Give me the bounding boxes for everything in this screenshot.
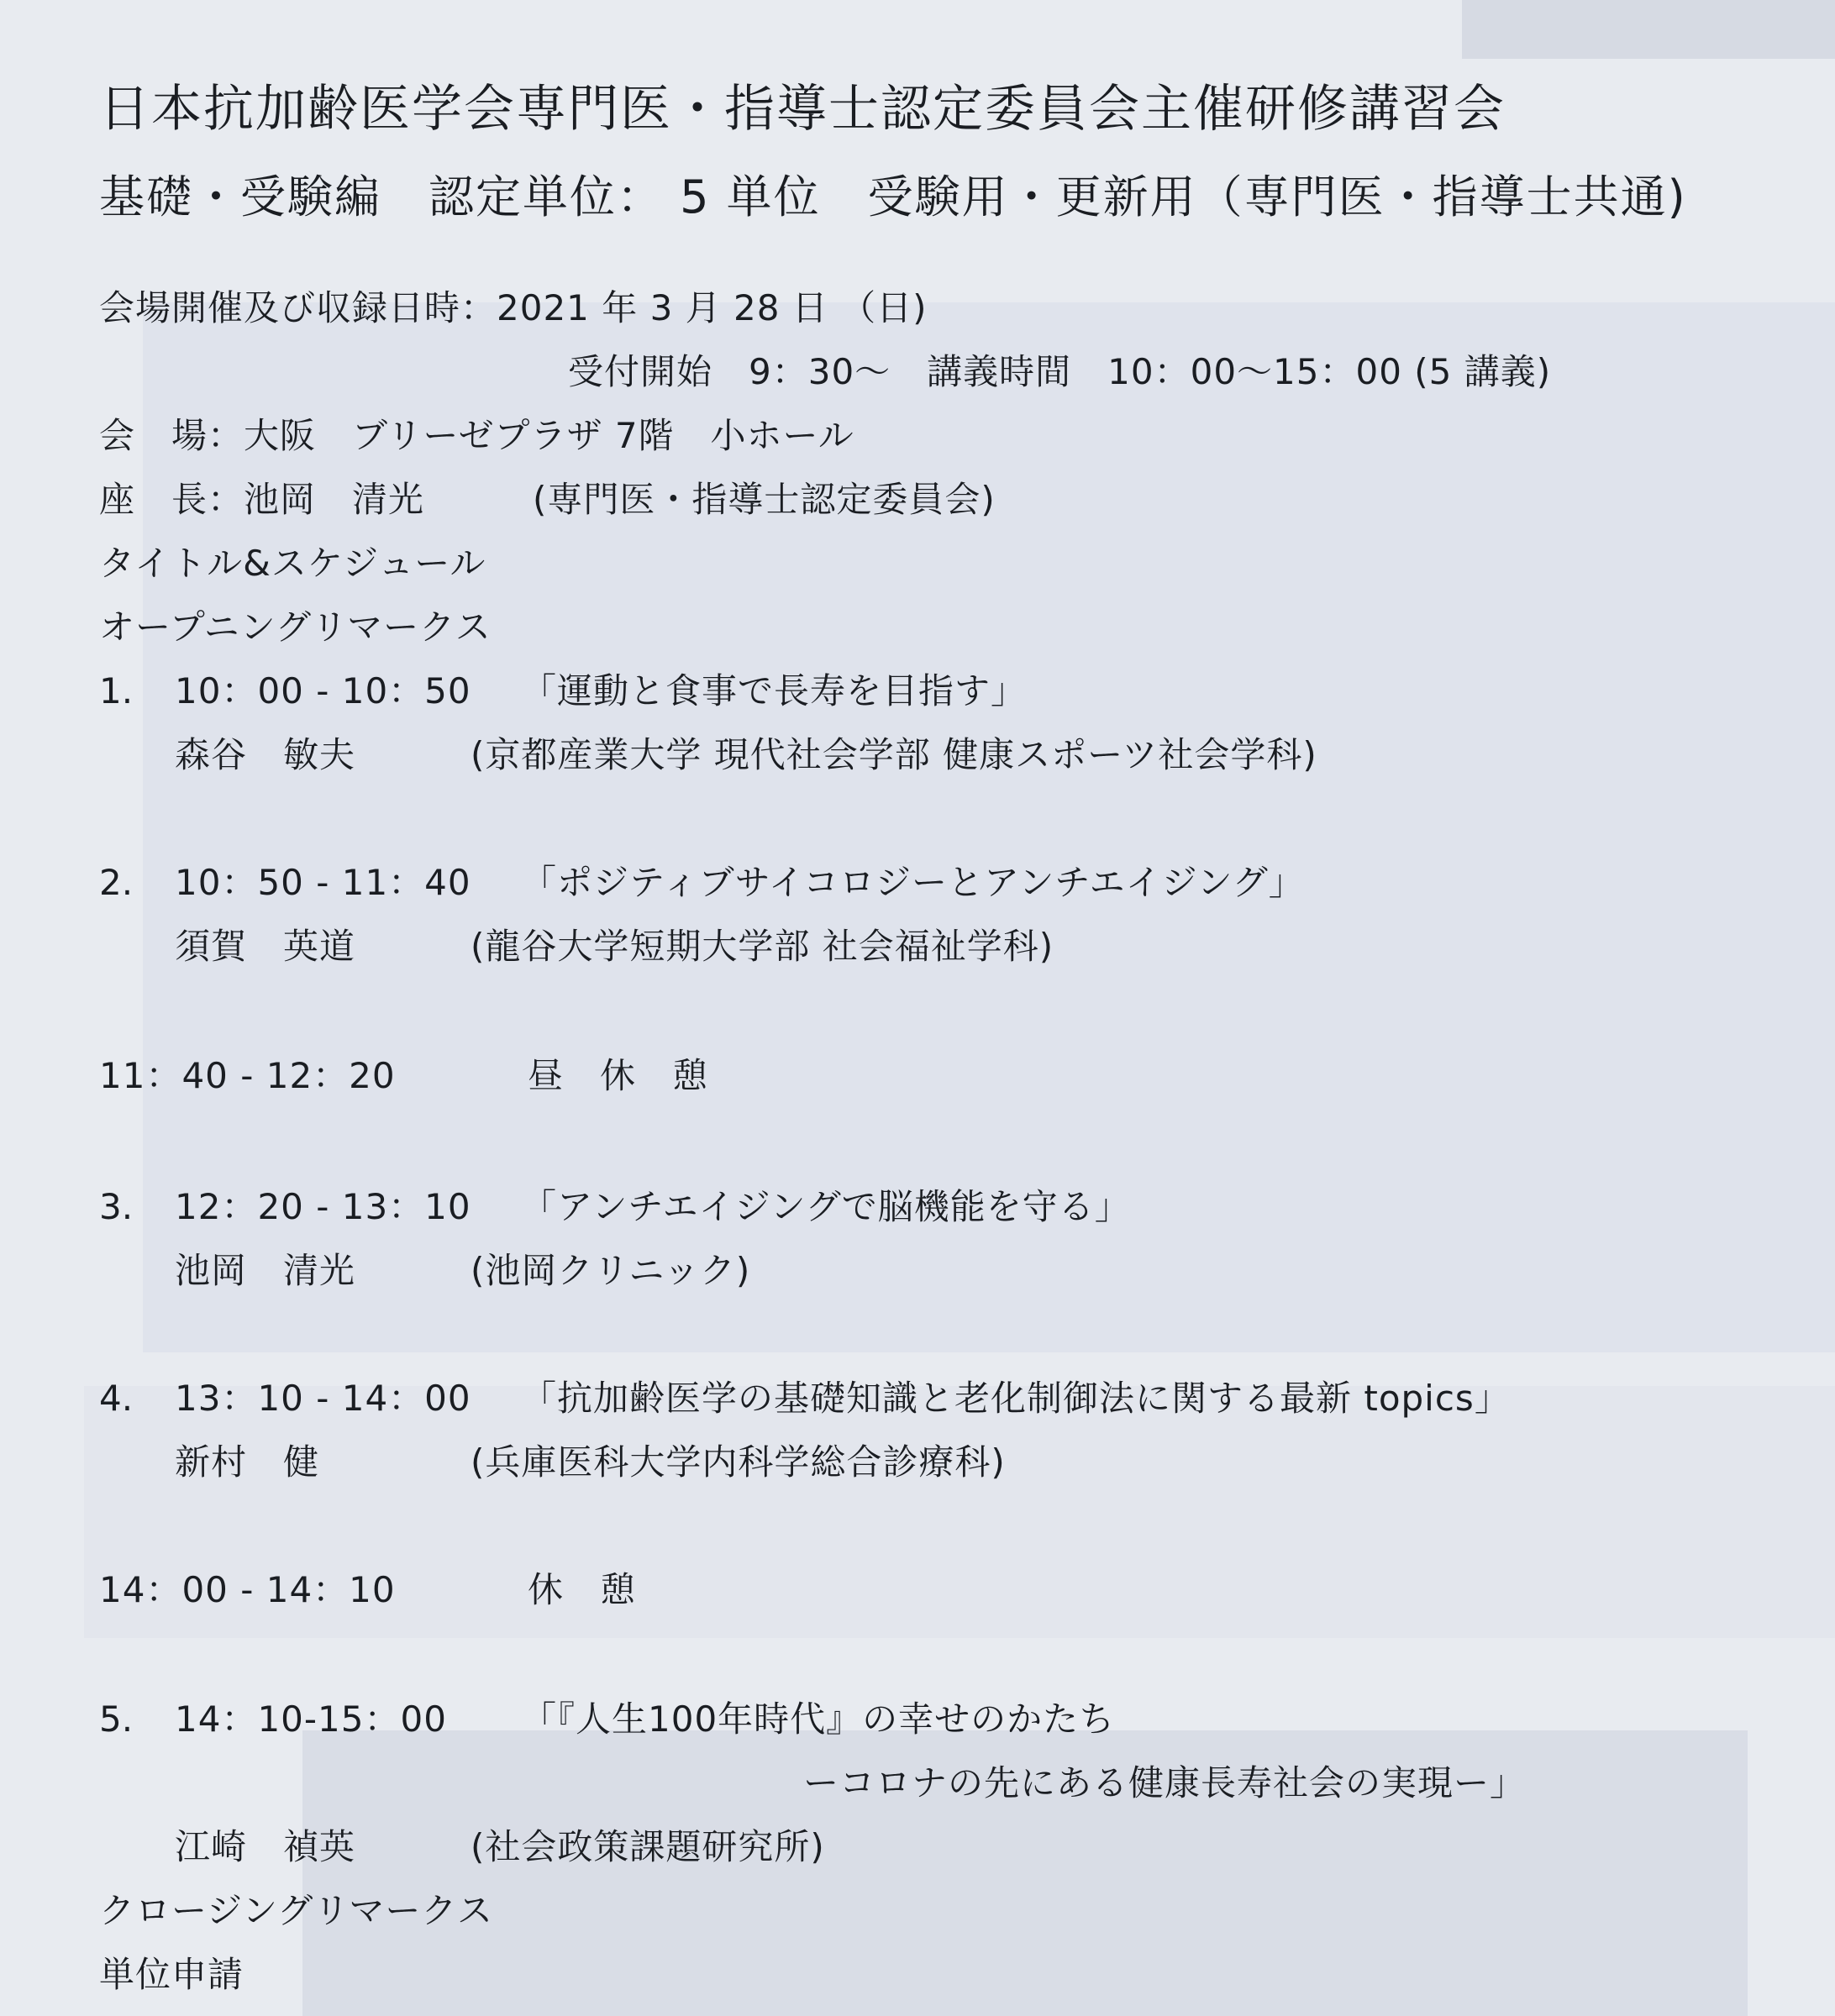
break-label: 休 憩 xyxy=(528,1569,637,1610)
session-affiliation: (龍谷大学短期大学部 社会福祉学科) xyxy=(471,926,1054,967)
session-topic-line2: ーコロナの先にある健康長寿社会の実現ー」 xyxy=(803,1762,1527,1803)
session-time: 14：10-15：00 xyxy=(175,1698,447,1740)
session-topic: 「『人生100年時代』の幸せのかたち xyxy=(521,1698,1116,1740)
session-speaker: 池岡 清光 xyxy=(175,1250,356,1291)
time-line: 受付開始 9：30～ 講義時間 10：00～15：00 (5 講義) xyxy=(568,351,1552,392)
chair-line: 座 長：池岡 清光 (専門医・指導士認定委員会) xyxy=(99,479,996,520)
break-time: 14：00 - 14：10 xyxy=(99,1569,396,1610)
date-line: 会場開催及び収録日時：2021 年 3 月 28 日 （日) xyxy=(99,287,928,328)
break-time: 11：40 - 12：20 xyxy=(99,1055,396,1096)
document-title: 日本抗加齢医学会専門医・指導士認定委員会主催研修講習会 xyxy=(99,80,1506,139)
session-topic: 「運動と食事で長寿を目指す」 xyxy=(521,670,1028,711)
break-label: 昼 休 憩 xyxy=(528,1055,709,1096)
session-affiliation: (社会政策課題研究所) xyxy=(471,1826,825,1867)
session-time: 13：10 - 14：00 xyxy=(175,1378,471,1419)
session-number: 1. xyxy=(99,670,134,711)
session-number: 5. xyxy=(99,1698,134,1740)
session-time: 10：00 - 10：50 xyxy=(175,670,471,711)
session-topic: 「アンチエイジングで脳機能を守る」 xyxy=(521,1186,1131,1227)
document-subtitle: 基礎・受験編 認定単位： 5 単位 受験用・更新用（専門医・指導士共通) xyxy=(99,171,1687,223)
session-speaker: 新村 健 xyxy=(175,1441,320,1483)
session-affiliation: (京都産業大学 現代社会学部 健康スポーツ社会学科) xyxy=(471,734,1317,775)
opening-remarks: オープニングリマークス xyxy=(99,606,492,648)
schedule-heading: タイトル&スケジュール xyxy=(99,543,486,584)
session-number: 2. xyxy=(99,862,134,903)
session-topic: 「抗加齢医学の基礎知識と老化制御法に関する最新 topics」 xyxy=(521,1378,1511,1419)
session-number: 4. xyxy=(99,1378,134,1419)
closing-remarks: クロージングリマークス xyxy=(99,1890,494,1931)
session-speaker: 須賀 英道 xyxy=(175,926,356,967)
credit-application: 単位申請 xyxy=(99,1954,244,1995)
session-speaker: 江崎 禎英 xyxy=(175,1826,356,1867)
venue-line: 会 場：大阪 ブリーゼプラザ 7階 小ホール xyxy=(99,415,854,456)
session-topic: 「ポジティブサイコロジーとアンチエイジング」 xyxy=(521,862,1305,903)
session-time: 10：50 - 11：40 xyxy=(175,862,471,903)
session-affiliation: (兵庫医科大学内科学総合診療科) xyxy=(471,1441,1006,1483)
session-speaker: 森谷 敏夫 xyxy=(175,734,356,775)
session-time: 12：20 - 13：10 xyxy=(175,1186,471,1227)
session-number: 3. xyxy=(99,1186,134,1227)
session-affiliation: (池岡クリニック) xyxy=(471,1250,751,1291)
